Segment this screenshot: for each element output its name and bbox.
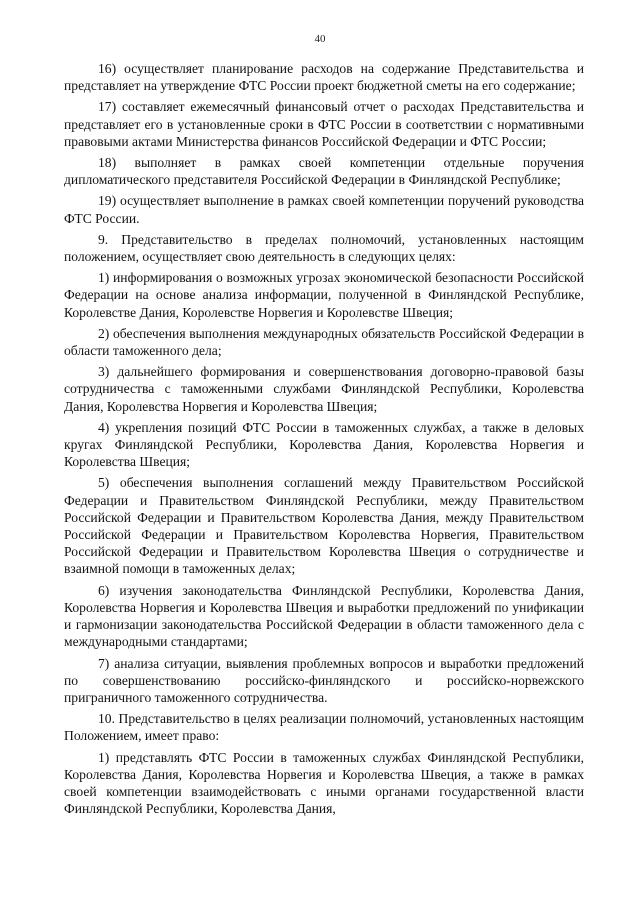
goal-item-4: 4) укрепления позиций ФТС России в таможенных службах, а также в деловых кругах Финляндской Республики, Королевства Дания, Королевства Норвегия и Королевства Швеция; bbox=[64, 419, 584, 470]
document-body bbox=[64, 60, 584, 817]
paragraph-item-18: 18) выполняет в рамках своей компетенции отдельные поручения дипломатического представителя Российской Федерации в Финляндской Республике; bbox=[64, 155, 584, 188]
section-9-intro: 9. Представительство в пределах полномочий, установленных настоящим положением, осуществляет свою деятельность в следующих целях: bbox=[64, 231, 584, 265]
goal-item-5: 5) обеспечения выполнения соглашений между Правительством Российской Федерации и Правительством Финляндской Республики, между Правительством Российской Федерации и Правительством Королевства Дания, между Правительством Российской Федерации и Правительством Королевства Норвегия, Правительством Российской Федерации и Правительством Королевства Швеция о сотрудничестве и взаимной помощи в таможенных делах; bbox=[64, 475, 584, 577]
goal-item-2: 2) обеспечения выполнения международных обязательств Российской Федерации в области таможенного дела; bbox=[64, 325, 584, 359]
goal-item-3: 3) дальнейшего формирования и совершенствования договорно-правовой базы сотрудничества с таможенными службами Финляндской Республики, Королевства Дания, Королевства Норвегия и Королевства Швеция; bbox=[64, 364, 584, 414]
goal-item-6: 6) изучения законодательства Финляндской Республики, Королевства Дания, Королевства Норвегия и Королевства Швеция и выработки предложений по унификации и гармонизации законодательства Российской Федерации в области таможенного дела с международными стандартами; bbox=[64, 582, 584, 650]
goal-item-7: 7) анализа ситуации, выявления проблемных вопросов и выработки предложений по совершенствованию российско-финляндского и российско-норвежского приграничного таможенного сотрудничества. bbox=[64, 655, 584, 705]
paragraph-item-16: 16) осуществляет планирование расходов на содержание Представительства и представляет на утверждение ФТС России проект бюджетной сметы на его содержание; bbox=[64, 61, 584, 94]
paragraph-item-19: 19) осуществляет выполнение в рамках своей компетенции поручений руководства ФТС России. bbox=[64, 193, 584, 226]
right-item-1: 1) представлять ФТС России в таможенных службах Финляндской Республики, Королевства Дания, Королевства Норвегия и Королевства Швеция, а также в рамках своей компетенции взаимодействовать с иными органами государственной власти Финляндской Республики, Королевства Дания, bbox=[64, 749, 584, 817]
paragraph-item-17: 17) составляет ежемесячный финансовый отчет о расходах Представительства и представляет его в установленные сроки в ФТС России в соответствии с нормативными правовыми актами Министерства финансов Российской Федерации и ФТС России; bbox=[64, 99, 584, 149]
page-number: 40 bbox=[314, 33, 326, 45]
section-10-intro: 10. Представительство в целях реализации полномочий, установленных настоящим Положением, имеет право: bbox=[64, 711, 584, 744]
goal-item-1: 1) информирования о возможных угрозах экономической безопасности Российской Федерации на основе анализа информации, полученной в Финляндской Республике, Королевстве Дания, Королевстве Норвегия и Королевстве Швеция; bbox=[64, 270, 584, 320]
